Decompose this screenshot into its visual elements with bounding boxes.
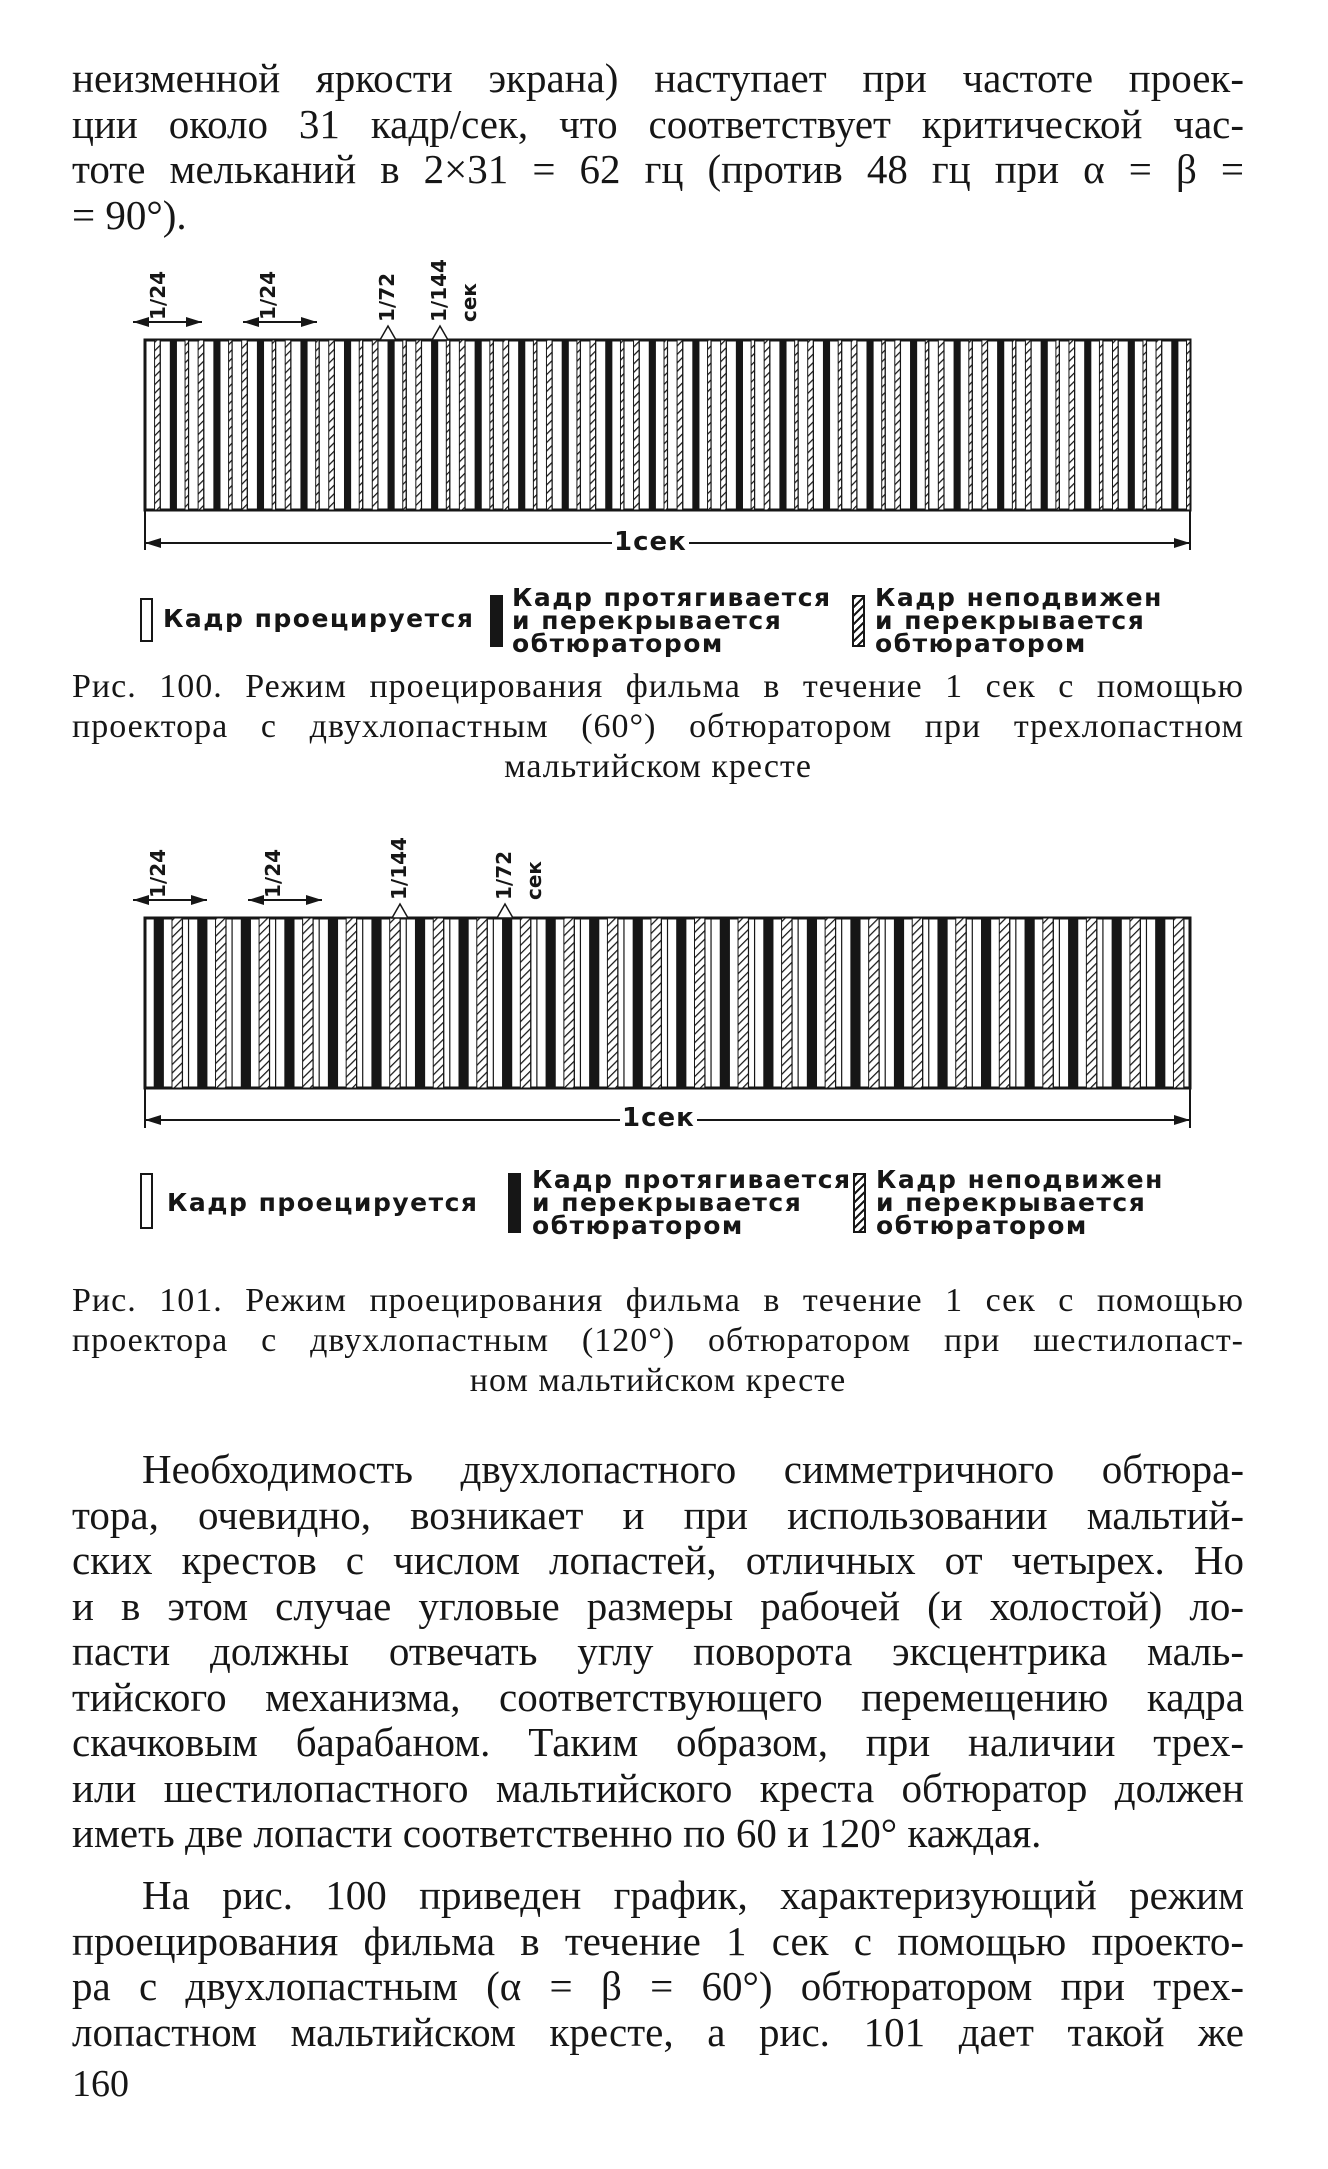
text-line: На рис. 100 приведен график, характеризующий режим <box>142 1872 1244 1918</box>
moving-frame-mark <box>763 918 773 1088</box>
moving-frame-mark <box>1068 918 1078 1088</box>
static-frame-mark <box>607 918 617 1088</box>
text-line: тоте мельканий в 2×31 = 62 гц (против 48 гц при α = β = <box>72 146 1244 192</box>
tick-label: 1/24 <box>261 848 285 898</box>
moving-frame-mark <box>605 340 612 510</box>
moving-frame-mark <box>502 918 512 1088</box>
static-frame-mark <box>503 340 509 510</box>
static-frame-mark <box>416 340 422 510</box>
page-number: 160 <box>72 2063 129 2105</box>
static-frame-mark <box>477 918 487 1088</box>
moving-frame-mark <box>518 340 525 510</box>
moving-frame-mark <box>807 918 817 1088</box>
projected-frame-swatch <box>140 598 153 642</box>
interval-marker <box>392 904 408 918</box>
moving-frame-mark <box>997 340 1004 510</box>
static-frame-mark <box>390 918 400 1088</box>
tick-label: 1/72 <box>492 850 516 900</box>
tick-label: 1/24 <box>146 848 170 898</box>
one-second-label: 1сек <box>622 1103 695 1133</box>
moving-frame-mark <box>866 340 873 510</box>
static-frame-mark <box>1130 918 1140 1088</box>
moving-frame-mark <box>257 340 264 510</box>
text-line: или шестилопастного мальтийского креста обтюратор должен <box>72 1764 1244 1811</box>
static-frame-mark <box>285 340 291 510</box>
figure-100 <box>0 250 1328 680</box>
moving-frame-mark <box>415 918 425 1088</box>
static-frame-mark <box>651 918 661 1088</box>
static-frame-mark <box>808 340 814 510</box>
tick-label: 1/24 <box>146 270 170 320</box>
moving-frame-mark <box>1041 340 1048 510</box>
static-frame-mark <box>1025 340 1031 510</box>
moving-frame-mark <box>894 918 904 1088</box>
moving-frame-mark <box>459 918 469 1088</box>
static-frame-mark <box>912 918 922 1088</box>
legend-static: Кадр неподвижен и перекрывается обтюратором <box>875 583 1163 658</box>
legend-projected: Кадр проецируется <box>167 1188 479 1217</box>
static-frame-mark <box>1086 918 1096 1088</box>
static-frame-mark <box>825 918 835 1088</box>
static-frame-mark <box>198 340 204 510</box>
legend-projected: Кадр проецируется <box>163 604 475 633</box>
static-frame-mark <box>938 340 944 510</box>
moving-frame-mark <box>736 340 743 510</box>
text-line: неизменной яркости экрана) наступает при частоте проек- <box>72 55 1244 101</box>
text-line: иметь две лопасти соответственно по 60 и 120° каждая. <box>72 1810 1042 1856</box>
caption-line: мальтийском кресте <box>504 748 812 785</box>
text-line: = 90°). <box>72 191 187 238</box>
moving-frame-mark <box>197 918 207 1088</box>
caption-line: Рис. 101. Режим проецирования фильма в течение 1 сек с помощью <box>72 1282 1244 1319</box>
moving-frame-mark <box>937 918 947 1088</box>
moving-frame-mark <box>328 918 338 1088</box>
interval-marker <box>497 904 513 918</box>
moving-frame-mark <box>1171 340 1178 510</box>
tick-label: 1/72 <box>375 272 399 322</box>
static-frame-mark <box>1187 340 1190 510</box>
static-frame-mark <box>634 340 640 510</box>
text-line: тора, очевидно, возникает и при использовании мальтий- <box>72 1491 1244 1538</box>
text-line: тийского механизма, соответствующего перемещению кадра <box>72 1673 1244 1720</box>
one-second-label: 1сек <box>614 527 687 557</box>
body-paragraph-3 <box>72 1873 1244 2055</box>
static-frame-mark <box>982 340 988 510</box>
figure-101-caption <box>72 1281 1244 1401</box>
static-frame-mark <box>721 340 727 510</box>
static-frame-mark <box>216 918 226 1088</box>
interval-marker <box>248 895 322 905</box>
static-frame-mark <box>329 340 335 510</box>
static-frame-swatch <box>853 1173 866 1233</box>
static-frame-mark <box>999 918 1009 1088</box>
static-frame-mark <box>782 918 792 1088</box>
moving-frame-mark <box>475 340 482 510</box>
tick-label: сек <box>457 283 481 322</box>
static-frame-mark <box>564 918 574 1088</box>
moving-frame-mark <box>546 918 556 1088</box>
static-frame-mark <box>956 918 966 1088</box>
moving-frame-mark <box>562 340 569 510</box>
static-frame-mark <box>259 918 269 1088</box>
static-frame-mark <box>869 918 879 1088</box>
moving-frame-mark <box>633 918 643 1088</box>
text-line: и в этом случае угловые размеры рабочей (и холостой) ло- <box>72 1582 1244 1629</box>
legend-moving: Кадр протягивается и перекрывается обтюратором <box>532 1165 852 1240</box>
moving-frame-mark <box>213 340 220 510</box>
static-frame-mark <box>346 918 356 1088</box>
static-frame-mark <box>1173 918 1183 1088</box>
moving-frame-swatch <box>490 595 503 647</box>
text-line: ра с двухлопастным (α = β = 60°) обтюратором при трех- <box>72 1963 1244 2009</box>
text-line: лопастном мальтийском кресте, а рис. 101 дает такой же <box>72 2008 1244 2055</box>
text-line: пасти должны отвечать углу поворота эксцентрика маль- <box>72 1628 1244 1674</box>
static-frame-mark <box>172 918 182 1088</box>
moving-frame-mark <box>431 340 438 510</box>
caption-line: проектора с двухлопастным (60°) обтюратором при трехлопастном <box>72 708 1244 745</box>
text-line: Необходимость двухлопастного симметричного обтюра- <box>142 1446 1244 1492</box>
moving-frame-mark <box>850 918 860 1088</box>
static-frame-mark <box>155 340 161 510</box>
moving-frame-mark <box>1084 340 1091 510</box>
static-frame-mark <box>433 918 443 1088</box>
moving-frame-mark <box>154 918 164 1088</box>
top-paragraph <box>72 56 1244 238</box>
static-frame-mark <box>590 340 596 510</box>
moving-frame-mark <box>170 340 177 510</box>
moving-frame-mark <box>720 918 730 1088</box>
interval-marker <box>380 326 396 340</box>
moving-frame-mark <box>676 918 686 1088</box>
static-frame-mark <box>372 340 378 510</box>
moving-frame-mark <box>1155 918 1165 1088</box>
text-line: проецирования фильма в течение 1 сек с помощью проекто- <box>72 1917 1244 1964</box>
legend-static: Кадр неподвижен и перекрывается обтюратором <box>876 1165 1164 1240</box>
moving-frame-mark <box>981 918 991 1088</box>
moving-frame-mark <box>300 340 307 510</box>
moving-frame-mark <box>1025 918 1035 1088</box>
body-paragraph-2 <box>72 1447 1244 1857</box>
legend-moving: Кадр протягивается и перекрывается обтюратором <box>512 583 832 658</box>
moving-frame-mark <box>823 340 830 510</box>
static-frame-mark <box>1043 918 1053 1088</box>
figure-100-diagram <box>0 250 1328 550</box>
projected-frame-swatch <box>140 1173 153 1229</box>
interval-marker <box>133 895 207 905</box>
moving-frame-mark <box>241 918 251 1088</box>
caption-line: проектора с двухлопастным (120°) обтюратором при шестилопаст- <box>72 1322 1244 1359</box>
text-line: скачковым барабаном. Таким образом, при наличии трех- <box>72 1719 1244 1765</box>
moving-frame-mark <box>692 340 699 510</box>
moving-frame-swatch <box>508 1173 521 1233</box>
moving-frame-mark <box>388 340 395 510</box>
static-frame-mark <box>1156 340 1162 510</box>
static-frame-mark <box>546 340 552 510</box>
caption-line: ном мальтийском кресте <box>469 1362 847 1399</box>
static-frame-mark <box>1069 340 1075 510</box>
interval-marker <box>243 317 317 327</box>
moving-frame-mark <box>649 340 656 510</box>
static-frame-mark <box>1112 340 1118 510</box>
moving-frame-mark <box>589 918 599 1088</box>
tick-label: 1/144 <box>427 259 451 322</box>
tick-label: сек <box>522 861 546 900</box>
static-frame-mark <box>764 340 770 510</box>
static-frame-mark <box>242 340 248 510</box>
moving-frame-mark <box>954 340 961 510</box>
moving-frame-mark <box>284 918 294 1088</box>
static-frame-mark <box>694 918 704 1088</box>
moving-frame-mark <box>779 340 786 510</box>
moving-frame-mark <box>344 340 351 510</box>
static-frame-mark <box>677 340 683 510</box>
static-frame-mark <box>459 340 465 510</box>
caption-line: Рис. 100. Режим проецирования фильма в течение 1 сек с помощью <box>72 668 1244 705</box>
text-line: ских крестов с числом лопастей, отличных от четырех. Но <box>72 1537 1244 1583</box>
moving-frame-mark <box>1128 340 1135 510</box>
static-frame-mark <box>303 918 313 1088</box>
static-frame-mark <box>851 340 857 510</box>
moving-frame-mark <box>1112 918 1122 1088</box>
static-frame-swatch <box>852 595 865 647</box>
text-line: ции около 31 кадр/сек, что соответствует критической час- <box>72 100 1244 147</box>
figure-100-caption <box>72 667 1244 787</box>
static-frame-mark <box>738 918 748 1088</box>
tick-label: 1/24 <box>256 270 280 320</box>
interval-marker <box>432 326 448 340</box>
moving-frame-mark <box>371 918 381 1088</box>
moving-frame-mark <box>910 340 917 510</box>
static-frame-mark <box>520 918 530 1088</box>
figure-101 <box>0 820 1328 1250</box>
static-frame-mark <box>895 340 901 510</box>
tick-label: 1/144 <box>387 837 411 900</box>
